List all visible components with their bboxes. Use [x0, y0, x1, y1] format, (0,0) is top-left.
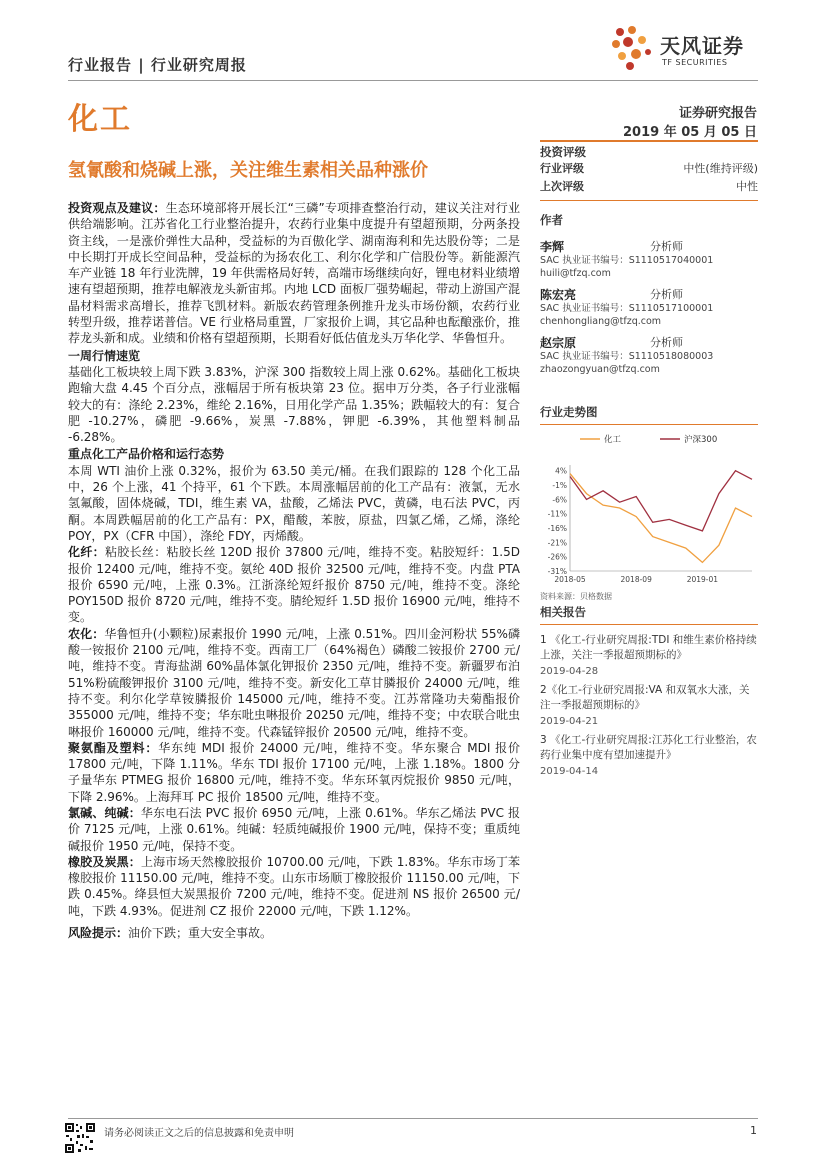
y-tick-label: 4% — [555, 466, 567, 476]
x-tick-label: 2018-09 — [620, 575, 652, 584]
y-tick-label: -26% — [547, 552, 567, 562]
trend-heading: 行业走势图 — [540, 405, 598, 419]
main-body — [68, 200, 520, 941]
risk-text: 油价下跌；重大安全事故。 — [128, 926, 273, 941]
trend-chart-svg — [540, 429, 758, 589]
right-column-divider — [540, 140, 758, 142]
prices-heading: 重点化工产品价格和运行态势 — [68, 447, 225, 462]
report-title: 氢氰酸和烧碱上涨，关注维生素相关品种涨价 — [68, 160, 428, 181]
alkali-paragraph — [68, 805, 520, 854]
company-logo — [610, 24, 770, 74]
legend-label: 化工 — [604, 435, 622, 445]
rating-heading: 投资评级 — [540, 145, 586, 159]
y-tick-label: -6% — [552, 495, 567, 505]
logo-text-en: TF SECURITIES — [662, 58, 728, 67]
related-report-date: 2019-04-28 — [540, 666, 599, 677]
rating-row — [540, 178, 758, 196]
legend-label: 沪深300 — [684, 435, 718, 445]
sector-title: 化工 — [68, 102, 132, 137]
rating-section — [540, 144, 758, 201]
invest-text: 生态环境部将开展长江“三磷”专项排查整治行动，建议关注对行业供给端影响。江苏省化工行业整治提升，农药行业集中度提升有望超预期，分两条投资主线，一是涨价弹性大品种，受益标的为百傲化学、湖南海利和先达股份等；二是中长期打开成长空间品种，受益标的为扬农化工、利尔化学和广信股份等。新能源汽车产业链 18 年行业洗牌，19 年供需格局好转，高端市场继续向好，锂电材料业绩增速有望超预期，推荐电解液龙头新宙邦。内地 LCD 面板厂强势崛起，带动上游国产混晶材料需求高增长，推荐飞凯材料。新版农药管理条例推升龙头市场份额，农药行业转型升级，推荐诺普信。VE 行业格局重置，厂家报价上调，其它品种也酝酿涨价，推荐龙头新和成。业绩和价格有望超预期，长期看好低估值龙头万华化学、华鲁恒升。 — [68, 201, 520, 346]
rubber-keyword: 橡胶及炭黑： — [68, 854, 141, 869]
y-tick-label: -16% — [547, 524, 567, 534]
chart-source: 资料来源：贝格数据 — [540, 592, 612, 601]
author-name: 陈宏亮 — [540, 288, 577, 302]
author-role: 分析师 — [650, 288, 683, 301]
author-entry — [540, 286, 758, 328]
rating-divider — [540, 200, 758, 201]
rating-value: 中性(维持评级) — [683, 162, 758, 175]
author-cert: SAC 执业证书编号：S1110518080003 — [540, 351, 714, 362]
rubber-paragraph — [68, 854, 520, 919]
related-divider — [540, 624, 758, 625]
y-tick-label: -11% — [547, 509, 567, 519]
risk-keyword: 风险提示： — [68, 926, 129, 941]
qr-code-icon — [64, 1122, 96, 1154]
header-divider — [68, 80, 758, 81]
pu-text: 华东纯 MDI 报价 24000 元/吨，维持不变。华东聚合 MDI 报价 17800 元/吨，下降 1.11%。华东 TDI 报价 17100 元/吨，上涨 1.18%。1800 分子量华东 PTMEG 报价 16800 元/吨，维持不变。华东环氧丙烷报价 9850 元/吨，下降 2.96%。上海拜耳 PC 报价 18500 元/吨，维持不变。 — [68, 740, 520, 804]
rubber-text: 上海市场天然橡胶报价 10700.00 元/吨，下跌 1.83%。华东市场丁苯橡胶报价 11150.00 元/吨，维持不变。山东市场顺丁橡胶报价 11150.00 元/吨，下跌 0.45%。绛县恒大炭黑报价 7200 元/吨，维持不变。促进剂 NS 报价 26500 元/吨，下跌 4.93%。促进剂 CZ 报价 22000 元/吨，下跌 1.12%。 — [68, 854, 520, 918]
weekly-heading: 一周行情速览 — [68, 348, 141, 363]
x-tick-label: 2018-05 — [554, 575, 586, 584]
related-report-link[interactable]: 3 《化工-行业研究周报:江苏化工行业整治，农药行业集中度有望加速提升》 — [540, 734, 757, 761]
prices-text: 本周 WTI 油价上涨 0.32%，报价为 63.50 美元/桶。在我们跟踪的 128 个化工品中，26 个上涨，41 个持平，61 个下跌。本周涨幅居前的化工产品有：液氯，无水氢氟酸，固体烧碱，TDI，维生素 VA，盐酸，乙烯法 PVC，黄磷，电石法 PVC，丙酮。本周跌幅居前的化工产品有：PX，醋酸，苯胺，原盐，四氯乙烯，乙烯，涤纶 POY，PX（CFR 中国），涤纶 FDY，丙烯酸。 — [68, 463, 520, 543]
x-tick-label: 2019-01 — [686, 575, 719, 584]
risk-paragraph — [68, 925, 520, 941]
author-email[interactable]: huili@tfzq.com — [540, 268, 611, 279]
page-number: 1 — [750, 1124, 757, 1137]
series-line-0 — [570, 474, 752, 563]
pu-paragraph — [68, 740, 520, 805]
logo-text-cn: 天风证券 — [660, 34, 744, 58]
related-report-date: 2019-04-14 — [540, 766, 599, 777]
logo-mark-icon — [610, 24, 656, 74]
author-cert: SAC 执业证书编号：S1110517100001 — [540, 303, 714, 314]
author-email[interactable]: zhaozongyuan@tfzq.com — [540, 364, 660, 375]
report-type: 证券研究报告 — [678, 106, 757, 121]
fiber-paragraph — [68, 544, 520, 625]
rating-row — [540, 160, 758, 178]
agro-paragraph — [68, 626, 520, 740]
author-name: 赵宗原 — [540, 336, 577, 350]
author-cert: SAC 执业证书编号：S1110517040001 — [540, 255, 714, 266]
fiber-keyword: 化纤： — [68, 545, 105, 560]
author-name: 李辉 — [540, 240, 565, 254]
related-report-link[interactable]: 1 《化工-行业研究周报:TDI 和维生素价格持续上涨，关注一季报超预期标的》 — [540, 634, 757, 661]
trend-chart — [540, 429, 758, 589]
alkali-keyword: 氯碱、纯碱： — [68, 805, 141, 820]
author-email[interactable]: chenhongliang@tfzq.com — [540, 316, 662, 327]
invest-paragraph — [68, 200, 520, 347]
rating-label: 行业评级 — [540, 162, 584, 175]
agro-text: 华鲁恒升(小颗粒)尿素报价 1990 元/吨，上涨 0.51%。四川金河粉状 55%磷酸一铵报价 2100 元/吨，维持不变。西南工厂（64%褐色）磷酸二铵报价 2700 元/吨，维持不变。青海盐湖 60%晶体氯化钾报价 2350 元/吨，维持不变。新疆罗布泊 51%粉硫酸钾报价 3100 元/吨，维持不变。新安化工草甘膦报价 24000 元/吨，维持不变。利尔化学草铵膦报价 145000 元/吨，维持不变。江苏常隆功夫菊酯报价 355000 元/吨，维持不变；华东吡虫啉报价 20250 元/吨，维持不变；中农联合吡虫啉报价 160000 元/吨，维持不变。代森锰锌报价 20500 元/吨，维持不变。 — [68, 626, 520, 739]
footer-disclaimer[interactable]: 请务必阅读正文之后的信息披露和免责申明 — [104, 1128, 294, 1139]
fiber-text: 粘胶长丝：粘胶长丝 120D 报价 37800 元/吨，维持不变。粘胶短纤：1.5D 报价 12400 元/吨，维持不变。氨纶 40D 报价 32500 元/吨，维持不变。内盘 PTA 报价 6590 元/吨，上涨 0.3%。江浙涤纶短纤报价 8750 元/吨，维持不变。涤纶 POY150D 报价 8720 元/吨，维持不变。腈纶短纤 1.5D 报价 16900 元/吨，维持不变。 — [68, 545, 520, 625]
report-date: 2019 年 05 月 05 日 — [623, 125, 757, 140]
trend-section — [540, 404, 758, 602]
alkali-text: 华东电石法 PVC 报价 6950 元/吨，上涨 0.61%。华东乙烯法 PVC 报价 7125 元/吨，上涨 0.61%。纯碱：轻质纯碱报价 1900 元/吨，保持不变；重质纯碱报价 1950 元/吨，保持不变。 — [68, 805, 520, 853]
related-heading: 相关报告 — [540, 605, 586, 619]
related-report-date: 2019-04-21 — [540, 716, 599, 727]
y-tick-label: -21% — [547, 538, 567, 548]
author-role: 分析师 — [650, 240, 683, 253]
authors-heading: 作者 — [540, 213, 563, 227]
author-entry — [540, 334, 758, 376]
agro-keyword: 农化： — [68, 626, 105, 641]
authors-section — [540, 212, 758, 382]
author-role: 分析师 — [650, 336, 683, 349]
pu-keyword: 聚氨酯及塑料： — [68, 740, 159, 755]
invest-keyword: 投资观点及建议： — [68, 201, 166, 215]
footer-divider — [68, 1118, 758, 1119]
rating-label: 上次评级 — [540, 180, 584, 193]
report-kind: 行业报告 | 行业研究周报 — [68, 56, 247, 74]
author-entry — [540, 238, 758, 280]
y-tick-label: -31% — [547, 567, 567, 576]
weekly-text: 基础化工板块较上周下跌 3.83%，沪深 300 指数较上周上涨 0.62%。基础化工板块跑输大盘 4.45 个百分点，涨幅居于所有板块第 23 位。据申万分类，各子行业涨幅较大的有：涤纶 2.23%，维纶 2.16%，日用化学产品 1.35%；跌幅较大的有：复合肥 -10.27%，磷肥 -9.66%，炭黑 -7.88%，钾肥 -6.39%，其他塑料制品 -6.28%。 — [68, 364, 520, 445]
related-section — [540, 604, 758, 783]
related-report-link[interactable]: 2《化工-行业研究周报:VA 和双氧水大涨，关注一季报超预期标的》 — [540, 684, 750, 711]
trend-divider — [540, 424, 758, 425]
rating-value: 中性 — [736, 180, 758, 193]
y-tick-label: -1% — [552, 481, 567, 491]
